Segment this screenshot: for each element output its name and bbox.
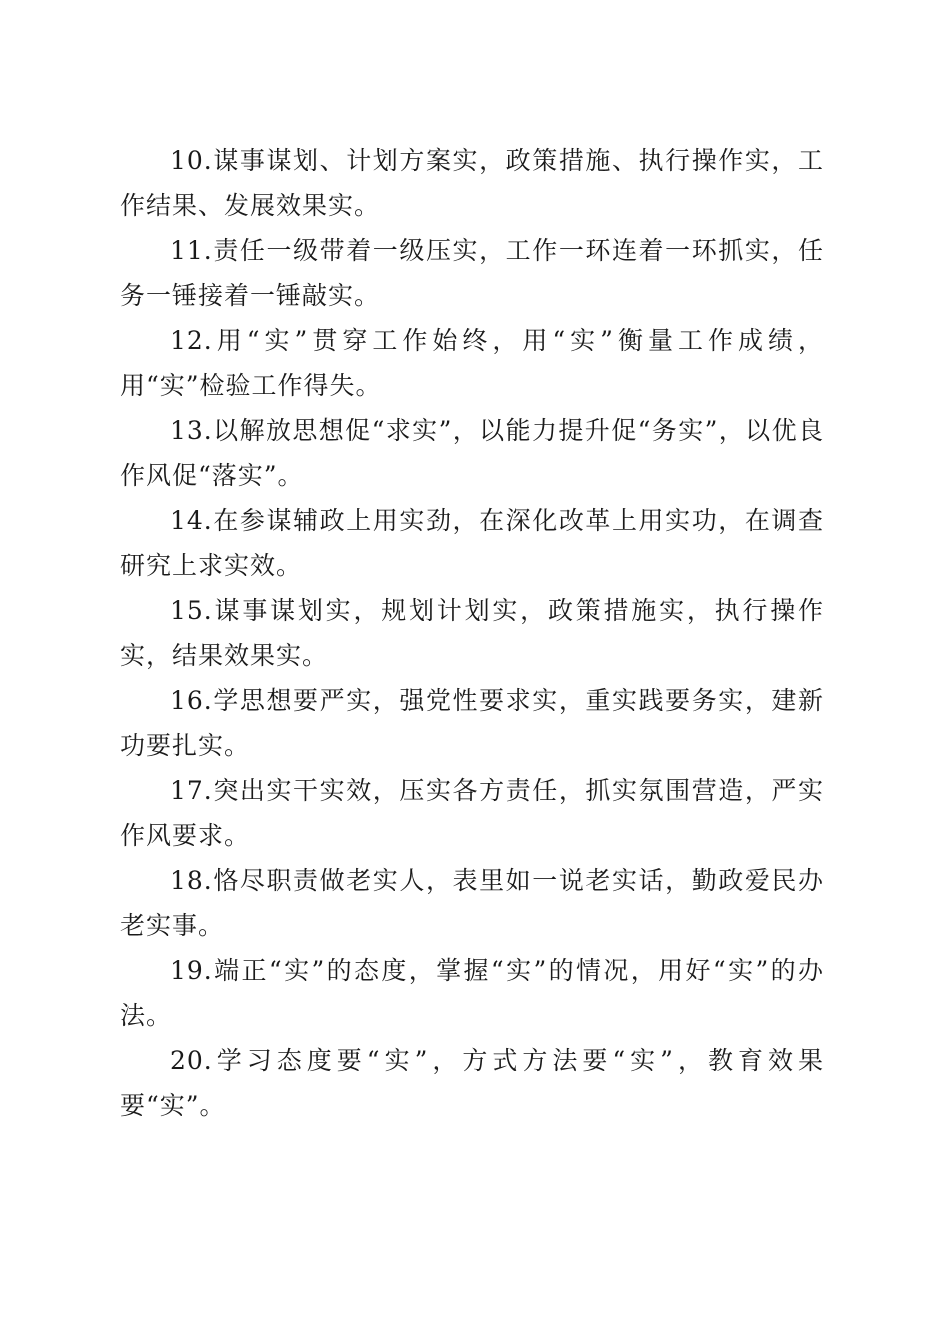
list-item-12: 12.用“实”贯穿工作始终，用“实”衡量工作成绩，用“实”检验工作得失。 [120, 326, 824, 400]
list-item-13: 13.以解放思想促“求实”，以能力提升促“务实”，以优良作风促“落实”。 [120, 416, 824, 490]
list-item-20: 20.学习态度要“实”，方式方法要“实”，教育效果要“实”。 [120, 1046, 824, 1120]
document-body [120, 138, 824, 1128]
list-item-16: 16.学思想要严实，强党性要求实，重实践要务实，建新功要扎实。 [120, 686, 824, 760]
list-item-15: 15.谋事谋划实，规划计划实，政策措施实，执行操作实，结果效果实。 [120, 596, 824, 670]
list-item-18: 18.恪尽职责做老实人，表里如一说老实话，勤政爱民办老实事。 [120, 866, 824, 940]
list-item-11: 11.责任一级带着一级压实，工作一环连着一环抓实，任务一锤接着一锤敲实。 [120, 236, 824, 310]
list-item-19: 19.端正“实”的态度，掌握“实”的情况，用好“实”的办法。 [120, 956, 824, 1030]
list-item-17: 17.突出实干实效，压实各方责任，抓实氛围营造，严实作风要求。 [120, 776, 824, 850]
list-item-14: 14.在参谋辅政上用实劲，在深化改革上用实功，在调查研究上求实效。 [120, 506, 824, 580]
list-item-10: 10.谋事谋划、计划方案实，政策措施、执行操作实，工作结果、发展效果实。 [120, 146, 824, 220]
